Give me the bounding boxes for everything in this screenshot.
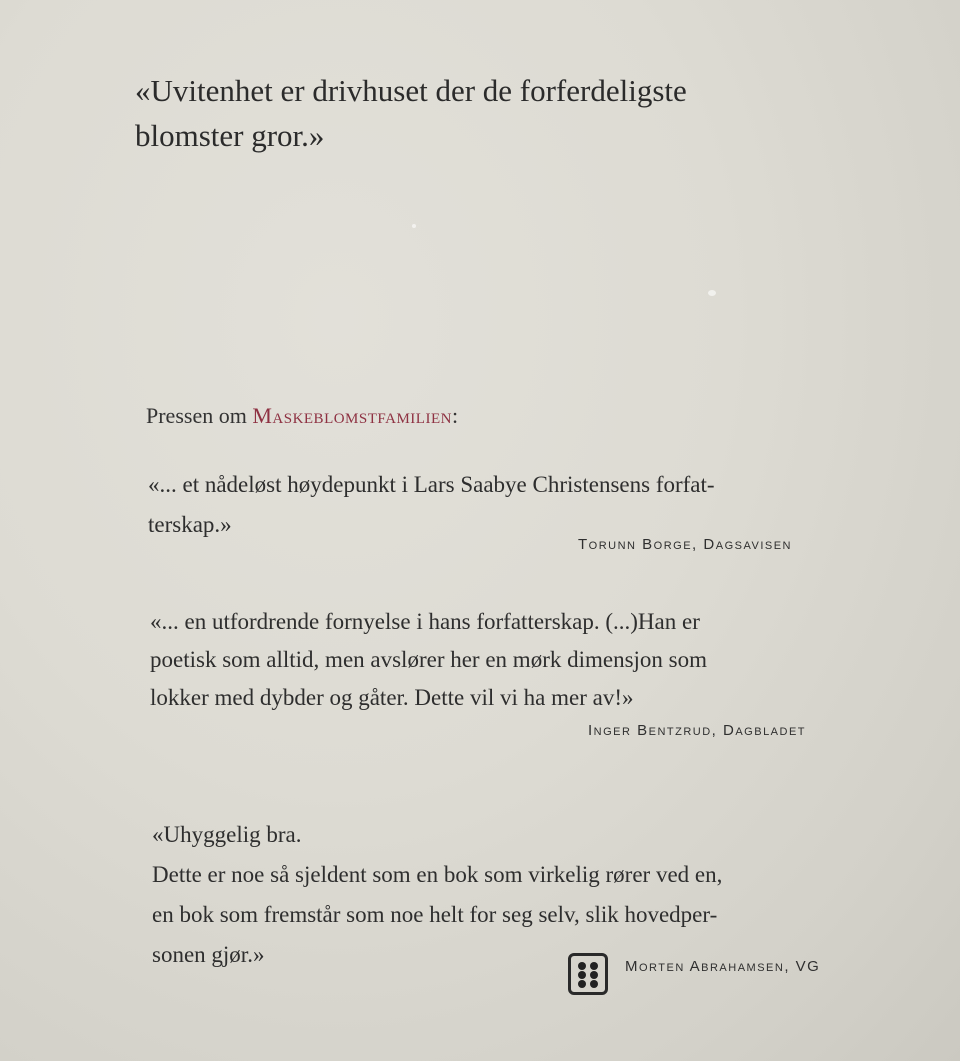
press-colon: : xyxy=(451,403,459,428)
epigraph-line: «Uvitenhet er drivhuset der de forferdeligste xyxy=(135,73,687,108)
dice-pip xyxy=(590,971,598,979)
dice-pip xyxy=(590,980,598,988)
dice-pip xyxy=(590,962,598,970)
book-title: Maskeblomstfamilien xyxy=(252,403,452,428)
review-quote xyxy=(148,465,848,545)
review-text: «Uhyggelig bra. Dette er noe så sjeldent som en bok som virkelig rører ved en, en bok som fremstår som noe helt for seg selv, slik hovedper- sonen gjør.» xyxy=(152,822,723,967)
dice-six-icon xyxy=(568,953,608,995)
dice-pip xyxy=(578,980,586,988)
review-quote xyxy=(152,815,872,975)
review-text: «... en utfordrende fornyelse i hans forfatterskap. (...)Han er poetisk som alltid, men avslører her en mørk dimensjon som lokker med dybder og gåter. Dette vil vi ha mer av!» xyxy=(150,609,708,710)
dice-pip xyxy=(578,962,586,970)
review-source: Inger Bentzrud, Dagbladet xyxy=(588,722,807,739)
paper-speck xyxy=(412,224,416,228)
epigraph-line: blomster gror.» xyxy=(135,118,325,153)
epigraph-quote xyxy=(135,68,855,158)
review-source: Torunn Borge, Dagsavisen xyxy=(578,536,792,553)
review-text: «... et nådeløst høydepunkt i Lars Saabye Christensens forfat- terskap.» xyxy=(148,472,715,537)
review-source: Morten Abrahamsen, VG xyxy=(625,958,821,975)
paper-speck xyxy=(708,290,716,296)
dice-pip xyxy=(578,971,586,979)
review-quote xyxy=(150,603,850,717)
press-intro: Pressen om xyxy=(146,403,253,428)
press-heading xyxy=(146,403,458,429)
